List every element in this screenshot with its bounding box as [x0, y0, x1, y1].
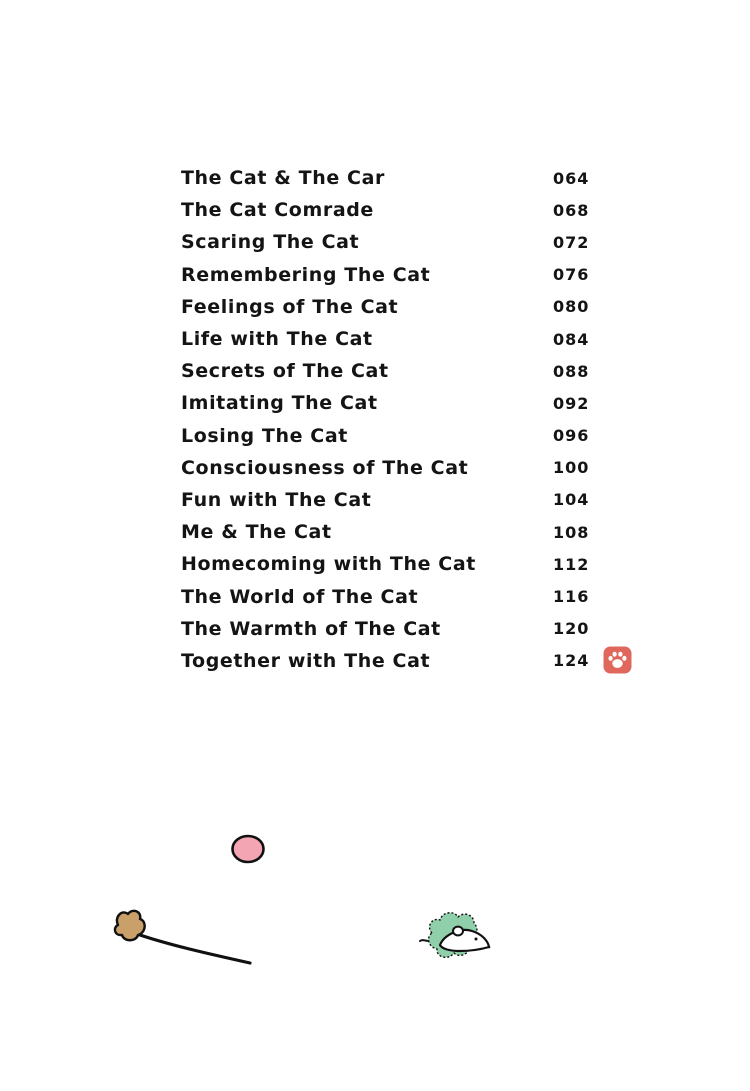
toc-entry-title: The Warmth of The Cat — [181, 617, 441, 640]
toc-entry-title: Consciousness of The Cat — [181, 456, 469, 479]
toc-entry-page: 064 — [553, 168, 590, 188]
toc-entry-page: 068 — [553, 200, 590, 220]
toc-entry-page: 116 — [553, 587, 590, 607]
toc-entry-page: 124 — [553, 651, 590, 671]
toc-entry-title: The Cat Comrade — [181, 199, 374, 222]
toc-entry[interactable] — [181, 323, 601, 355]
toc-entry-title: Fun with The Cat — [181, 488, 372, 511]
toc-entry[interactable] — [181, 516, 601, 548]
toc-entry-title: Losing The Cat — [181, 424, 348, 447]
toy-mouse-icon — [412, 905, 496, 967]
toc-entry-page: 088 — [553, 361, 590, 381]
toc-entry-page: 072 — [553, 232, 590, 252]
toc-entry-title: Feelings of The Cat — [181, 295, 399, 318]
pink-ball-icon — [229, 832, 267, 866]
toc-entry-current[interactable] — [181, 645, 601, 677]
toc-entry-title: Together with The Cat — [181, 649, 431, 672]
toc-entry-page: 120 — [553, 619, 590, 639]
toc-entry[interactable] — [181, 613, 601, 645]
toc-entry-page: 112 — [553, 554, 590, 574]
toc-entry-title: Life with The Cat — [181, 328, 373, 351]
toc-entry[interactable] — [181, 420, 601, 452]
toc-entry[interactable] — [181, 387, 601, 419]
toc-entry-title: Scaring The Cat — [181, 231, 360, 254]
paw-print-icon — [603, 646, 632, 674]
cat-teaser-wand-icon — [110, 905, 260, 971]
toc-entry-title: The Cat & The Car — [181, 167, 385, 190]
toc-entry-page: 080 — [553, 297, 590, 317]
toc-entry-page: 076 — [553, 265, 590, 285]
toc-entry-page: 104 — [553, 490, 590, 510]
toc-entry-page: 100 — [553, 458, 590, 478]
toc-entry[interactable] — [181, 291, 601, 323]
toc-entry-page: 096 — [553, 426, 590, 446]
toc-entry-title: Homecoming with The Cat — [181, 553, 476, 576]
toc-entry-title: Remembering The Cat — [181, 263, 431, 286]
toc-entry-title: Imitating The Cat — [181, 392, 378, 415]
toc-entry-title: Me & The Cat — [181, 521, 332, 544]
toc-entry-page: 108 — [553, 522, 590, 542]
toc-entry[interactable] — [181, 548, 601, 580]
toc-entry[interactable] — [181, 194, 601, 226]
toc-entry[interactable] — [181, 484, 601, 516]
table-of-contents — [181, 162, 601, 677]
toc-entry-page: 084 — [553, 329, 590, 349]
toc-entry-page: 092 — [553, 393, 590, 413]
toc-entry[interactable] — [181, 259, 601, 291]
toc-entry[interactable] — [181, 580, 601, 612]
toc-entry[interactable] — [181, 162, 601, 194]
toc-entry-title: Secrets of The Cat — [181, 360, 389, 383]
toc-entry-title: The World of The Cat — [181, 585, 419, 608]
toc-entry[interactable] — [181, 355, 601, 387]
toc-entry[interactable] — [181, 226, 601, 258]
toc-entry[interactable] — [181, 452, 601, 484]
